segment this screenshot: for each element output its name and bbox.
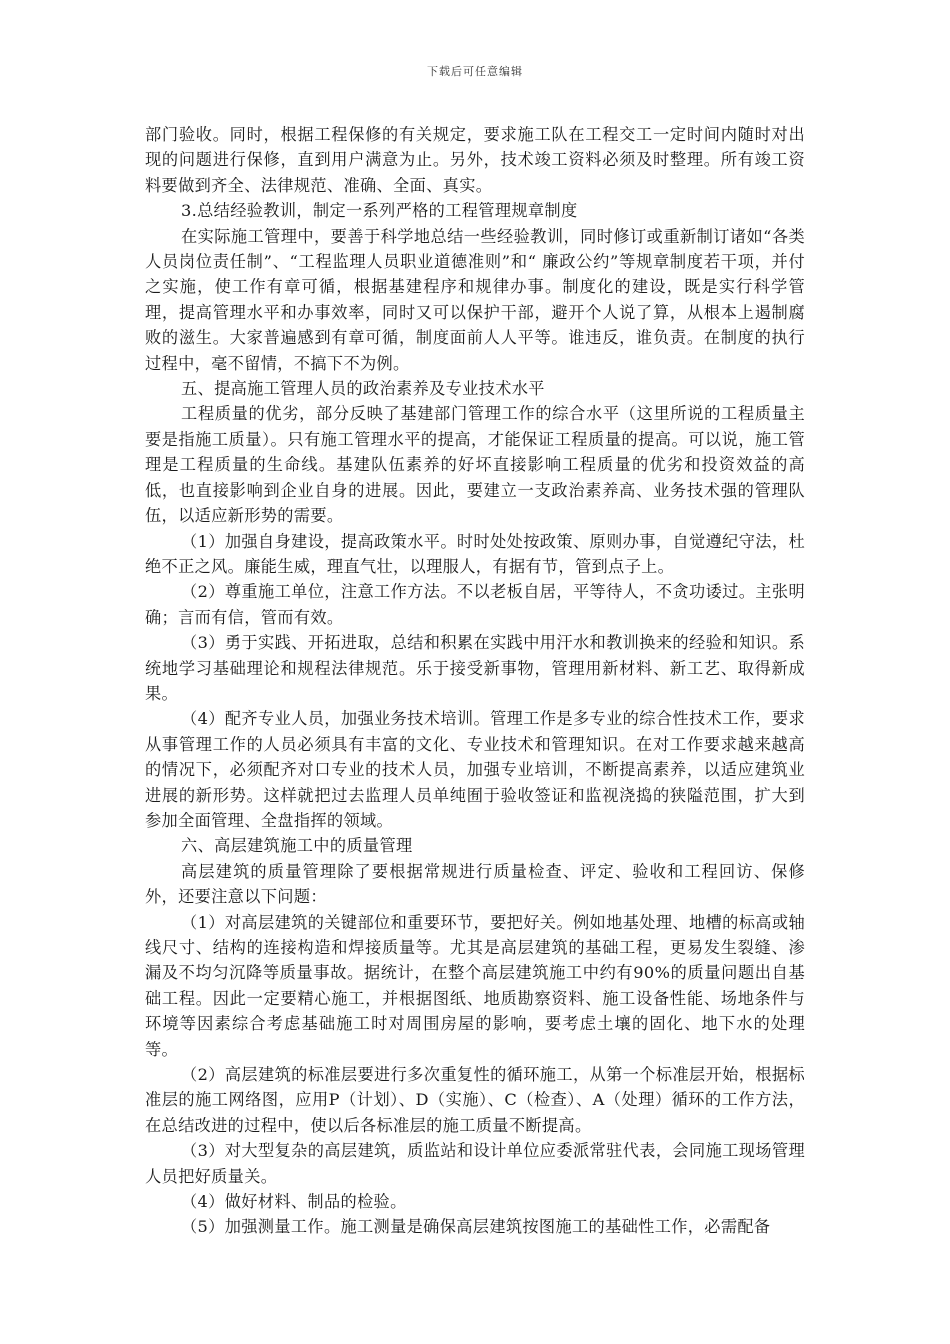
paragraph: 高层建筑的质量管理除了要根据常规进行质量检查、评定、验收和工程回访、保修外，还要注意以下问题： (145, 861, 805, 907)
section-heading: 六、高层建筑施工中的质量管理 (181, 836, 413, 856)
paragraph: 在实际施工管理中，要善于科学地总结一些经验教训，同时修订或重新制订诸如“各类人员岗位责任制”、“工程监理人员职业道德准则”和“ 廉政公约”等规章制度若干项，并付之实施，使工作有章可循，根据基建程序和规律办事。制度化的建设，既是实行科学管理，提高管理水平和办事效率，同时又可以保护干部，避开个人说了算，从根本上遏制腐败的滋生。大家普遍感到有章可循，制度面前人人平等。谁违反，谁负责。在制度的执行过程中，毫不留情，不搞下不为例。 (145, 226, 805, 373)
list-item: （4）做好材料、制品的检验。 (181, 1192, 407, 1212)
list-item: （2）高层建筑的标准层要进行多次重复性的循环施工，从第一个标准层开始，根据标准层的施工网络图，应用P（计划）、D（实施）、C（检查）、A（处理）循环的工作方法，在总结改进的过程中，使以后各标准层的施工质量不断提高。 (145, 1065, 805, 1135)
paragraph: 部门验收。同时，根据工程保修的有关规定，要求施工队在工程交工一定时间内随时对出现的问题进行保修，直到用户满意为止。另外，技术竣工资料必须及时整理。所有竣工资料要做到齐全、法律规范、准确、全面、真实。 (145, 125, 805, 195)
list-item: （4）配齐专业人员，加强业务技术培训。管理工作是多专业的综合性技术工作，要求从事管理工作的人员必须具有丰富的文化、专业技术和管理知识。在对工作要求越来越高的情况下，必须配齐对口专业的技术人员，加强专业培训，不断提高素养，以适应建筑业进展的新形势。这样就把过去监理人员单纯囿于验收签证和监视浇捣的狭隘范围，扩大到参加全面管理、全盘指挥的领域。 (145, 709, 805, 830)
list-item: （5）加强测量工作。施工测量是确保高层建筑按图施工的基础性工作，必需配备 (181, 1217, 771, 1237)
section-heading: 3.总结经验教训，制定一系列严格的工程管理规章制度 (181, 201, 578, 221)
page-header: 下载后可任意编辑 (427, 65, 523, 78)
paragraph: 工程质量的优劣，部分反映了基建部门管理工作的综合水平（这里所说的工程质量主要是指施工质量）。只有施工管理水平的提高，才能保证工程质量的提高。可以说，施工管理是工程质量的生命线。基建队伍素养的好坏直接影响工程质量的优劣和投资效益的高低，也直接影响到企业自身的进展。因此，要建立一支政治素养高、业务技术强的管理队伍，以适应新形势的需要。 (145, 404, 805, 526)
list-item: （3）勇于实践、开拓进取，总结和积累在实践中用汗水和教训换来的经验和知识。系统地学习基础理论和规程法律规范。乐于接受新事物，管理用新材料、新工艺、取得新成果。 (145, 633, 805, 703)
document-body (145, 122, 805, 1240)
list-item: （2）尊重施工单位，注意工作方法。不以老板自居，平等待人，不贪功诿过。主张明确；言而有信，管而有效。 (145, 582, 805, 627)
list-item: （3）对大型复杂的高层建筑，质监站和设计单位应委派常驻代表，会同施工现场管理人员把好质量关。 (145, 1141, 805, 1186)
section-heading: 五、提高施工管理人员的政治素养及专业技术水平 (181, 379, 545, 399)
list-item: （1）加强自身建设，提高政策水平。时时处处按政策、原则办事，自觉遵纪守法，杜绝不正之风。廉能生威，理直气壮，以理服人，有据有节，管到点子上。 (145, 531, 805, 576)
list-item: （1）对高层建筑的关键部位和重要环节，要把好关。例如地基处理、地槽的标高或轴线尺寸、结构的连接构造和焊接质量等。尤其是高层建筑的基础工程，更易发生裂缝、渗漏及不均匀沉降等质量事故。据统计，在整个高层建筑施工中约有90%的质量问题出自基础工程。因此一定要精心施工，并根据图纸、地质勘察资料、施工设备性能、场地条件与环境等因素综合考虑基础施工时对周围房屋的影响，要考虑土壤的固化、地下水的处理等。 (145, 912, 805, 1059)
